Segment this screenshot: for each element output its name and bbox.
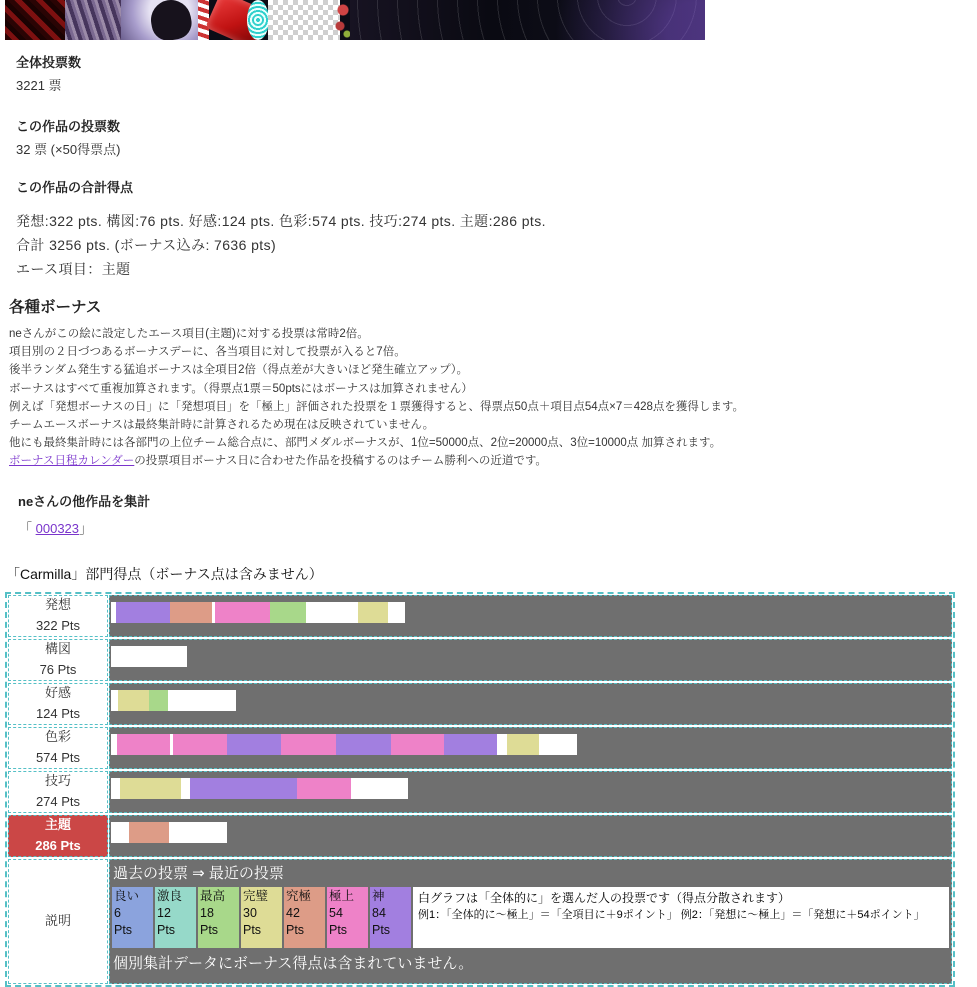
bar-segment-pink <box>117 734 170 755</box>
bonus-line: 後半ランダム発生する猛追ボーナスは全項目2倍（得点差が大きいほど発生確立アップ）。 <box>9 364 469 377</box>
score-breakdown: 発想:322 pts. 構図:76 pts. 好感:124 pts. 色彩:574 pts. 技巧:274 pts. 主題:286 pts. <box>16 213 546 229</box>
bar-segment-white <box>539 734 577 755</box>
category-name: 構図 <box>44 641 71 657</box>
bar-segment-white <box>351 778 408 799</box>
bar-segment-khaki <box>507 734 539 755</box>
bonus-calendar-link[interactable]: ボーナス日程カレンダー <box>9 455 135 468</box>
legend-cell-line: 完璧 <box>243 888 269 903</box>
score-row <box>7 770 953 814</box>
section-title: 「Carmilla」部門得点（ボーナス点は含みません） <box>6 565 323 582</box>
bonus-calendar-suffix: の投票項目ボーナス日に合わせた作品を投稿するのはチーム勝利への近道です。 <box>134 455 547 468</box>
legend-row <box>7 858 953 985</box>
legend-note-line2: 例1：「全体的に～極上」＝「全項目に＋9ポイント」 例2：「発想に～極上」＝「発想に＋54ポイント」 <box>418 908 925 921</box>
bar-segment-pink <box>281 734 336 755</box>
banner-lattice-art <box>65 0 123 40</box>
score-row-label <box>8 815 108 857</box>
score-row-label <box>8 727 108 769</box>
category-name: 主題 <box>44 817 71 833</box>
legend-cell <box>112 887 153 948</box>
score-bar-track <box>109 815 952 857</box>
score-row <box>7 726 953 770</box>
artwork-banner <box>5 0 705 40</box>
legend-cell-line: 54 <box>329 905 343 920</box>
legend-cell-line: 極上 <box>329 888 355 903</box>
score-row <box>7 638 953 682</box>
legend-cell-line: 12 <box>157 905 171 920</box>
bonus-lines-list <box>9 325 977 452</box>
score-bar-track <box>109 639 952 681</box>
legend-row-label: 説明 <box>8 859 108 984</box>
legend-cell-line: 良い <box>114 888 140 903</box>
score-bar-track <box>109 683 952 725</box>
other-works-line <box>19 518 977 537</box>
legend-cell-line: 究極 <box>286 888 312 903</box>
legend-cell <box>198 887 239 948</box>
bar-segment-purple <box>336 734 391 755</box>
bar-segment-white <box>388 602 405 623</box>
score-row <box>7 594 953 638</box>
bar-segment-pink <box>297 778 351 799</box>
legend-cell-line: Pts <box>286 923 305 938</box>
legend-cell-line: Pts <box>243 923 262 938</box>
work-score-heading: この作品の合計得点 <box>16 180 134 195</box>
legend-cell <box>155 887 196 948</box>
bonus-line: ボーナスはすべて重複加算されます。（得票点1票＝50ptsにはボーナスは加算されません） <box>9 382 473 395</box>
bar-segment-white <box>111 690 118 711</box>
score-bar-track <box>109 595 952 637</box>
legend-strip <box>112 887 949 948</box>
banner-spiral-art <box>247 0 269 40</box>
legend-cell-line: 18 <box>200 905 214 920</box>
banner-checkerboard-art <box>268 0 340 40</box>
bonus-line: 他にも最終集計時には各部門の上位チーム総合点に、部門メダルボーナスが、1位=50000点、2位=20000点、3位=10000点 加算されます。 <box>9 437 722 450</box>
category-name: 好感 <box>44 685 71 701</box>
score-row-label <box>8 771 108 813</box>
bonus-line: neさんがこの絵に設定したエース項目(主題)に対する投票は常時2倍。 <box>9 328 369 340</box>
legend-cell-line: 神 <box>372 888 385 903</box>
category-points: 124 Pts <box>35 705 81 721</box>
total-votes-value: 3221 票 <box>16 78 62 93</box>
score-row-label <box>8 639 108 681</box>
legend-cell <box>284 887 325 948</box>
bar-segment-purple <box>227 734 281 755</box>
bar-segment-purple <box>116 602 170 623</box>
bar-segment-khaki <box>358 602 388 623</box>
category-points: 574 Pts <box>35 749 81 765</box>
legend-cell-line: Pts <box>114 923 133 938</box>
bar-segment-white <box>306 602 358 623</box>
bar-segment-khaki <box>120 778 181 799</box>
legend-cell-line: 42 <box>286 905 300 920</box>
score-row-label <box>8 683 108 725</box>
legend-cell-line: Pts <box>200 923 219 938</box>
bar-segment-green <box>270 602 306 623</box>
score-table <box>5 592 955 987</box>
bar-segment-white <box>181 778 190 799</box>
other-works-heading: neさんの他作品を集計 <box>18 493 151 509</box>
legend-note-line1: 白グラフは「全体的に」を選んだ人の投票です（得点分散されます） <box>418 890 791 905</box>
score-bar <box>111 822 227 843</box>
bar-segment-salmon <box>170 602 212 623</box>
legend-cell-line: Pts <box>372 923 391 938</box>
bar-segment-white <box>168 690 236 711</box>
legend-cell-line: 30 <box>243 905 257 920</box>
bar-segment-white <box>111 822 129 843</box>
other-work-link[interactable]: 000323 <box>35 520 80 536</box>
bonus-line: 項目別の２日づつあるボーナスデーに、各当項目に対して投票が入ると7倍。 <box>9 346 406 359</box>
ace-item: エース項目：主題 <box>16 261 131 277</box>
score-total: 合計 3256 pts. (ボーナス込み: 7636 pts) <box>16 237 277 253</box>
score-row-label <box>8 595 108 637</box>
flow-header: 過去の投票 ⇒ 最近の投票 <box>113 864 284 882</box>
score-bar <box>111 778 408 799</box>
bonus-heading: 各種ボーナス <box>9 299 102 316</box>
bar-segment-purple <box>190 778 297 799</box>
footer-note: 個別集計データにボーナス得点は含まれていません。 <box>113 954 474 972</box>
bar-segment-white <box>169 822 227 843</box>
category-points: 286 Pts <box>35 837 81 853</box>
score-bar-track <box>109 771 952 813</box>
bar-segment-white <box>497 734 507 755</box>
score-row <box>7 682 953 726</box>
legend-note <box>413 887 949 948</box>
bonus-calendar-line <box>9 452 977 470</box>
bar-segment-pink <box>173 734 227 755</box>
category-name: 発想 <box>44 597 71 613</box>
bracket-open: 「 <box>19 520 36 536</box>
score-bar <box>111 690 236 711</box>
category-points: 76 Pts <box>39 661 77 677</box>
bar-segment-green <box>149 690 168 711</box>
score-row <box>7 814 953 858</box>
legend-cell-line: 最高 <box>200 888 226 903</box>
legend-cell-line: 激良 <box>157 888 183 903</box>
work-votes-value: 32 票 (×50得票点) <box>16 142 121 157</box>
total-votes-heading: 全体投票数 <box>16 55 82 70</box>
legend-cell <box>370 887 411 948</box>
score-bar <box>111 734 577 755</box>
legend-cell <box>241 887 282 948</box>
category-points: 322 Pts <box>35 617 81 633</box>
banner-checker-art <box>5 0 67 40</box>
bar-segment-pink <box>215 602 270 623</box>
bar-segment-white <box>111 646 187 667</box>
legend-cell-area <box>109 859 952 984</box>
category-points: 274 Pts <box>35 793 81 809</box>
bonus-line: チームエースボーナスは最終集計時に計算されるため現在は反映されていません。 <box>9 419 435 432</box>
score-bar-track <box>109 727 952 769</box>
bracket-close: 」 <box>79 520 93 536</box>
bonus-line: 例えば「発想ボーナスの日」に「発想項目」を「極上」評価された投票を１票獲得すると、得票点50点＋項目点54点×7＝428点を獲得します。 <box>9 400 744 413</box>
legend-cell-line: Pts <box>157 923 176 938</box>
banner-web-art <box>350 0 705 40</box>
legend-cell-line: 6 <box>114 905 121 920</box>
bar-segment-pink <box>391 734 444 755</box>
bonus-description <box>9 325 977 471</box>
score-table-rows <box>7 594 953 858</box>
legend-cell-line: Pts <box>329 923 348 938</box>
bar-segment-white <box>111 778 120 799</box>
legend-cell-line: 84 <box>372 905 386 920</box>
category-name: 色彩 <box>44 729 71 745</box>
work-votes-heading: この作品の投票数 <box>16 119 121 134</box>
score-bar <box>111 602 405 623</box>
legend-cell <box>327 887 368 948</box>
category-name: 技巧 <box>44 773 71 789</box>
bar-segment-salmon <box>129 822 169 843</box>
bar-segment-khaki <box>118 690 149 711</box>
score-bar <box>111 646 187 667</box>
bar-segment-purple <box>444 734 497 755</box>
